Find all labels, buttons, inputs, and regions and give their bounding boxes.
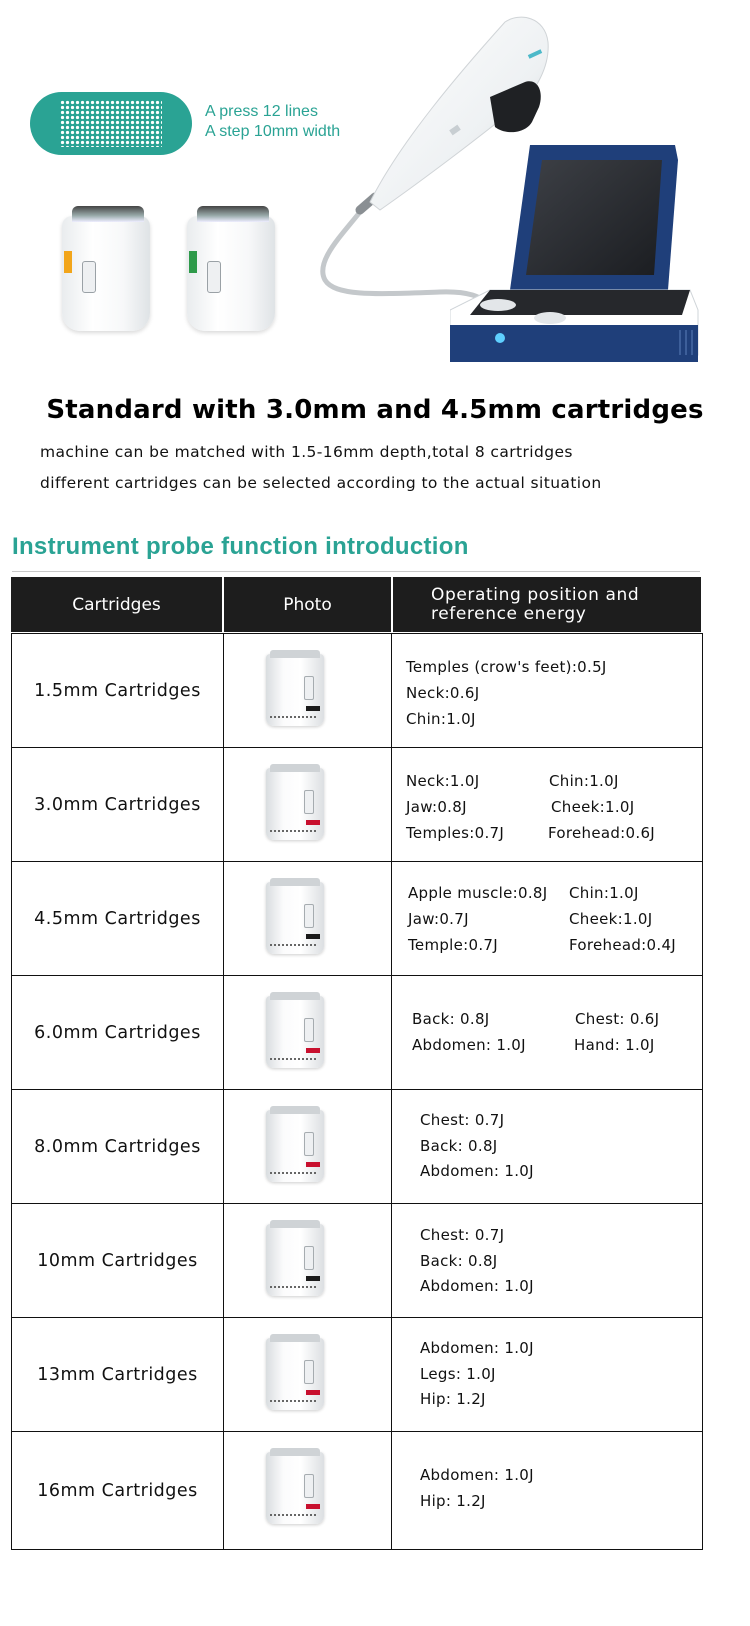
table-row [12,1318,702,1432]
energy-line: Cheek:1.0J [551,798,635,816]
cartridge-icon [266,764,326,846]
energy-line: Hand: 1.0J [574,1036,655,1054]
cartridge-name: 4.5mm Cartridges [12,862,224,975]
energy-cell [392,1090,702,1203]
energy-line: Back: 0.8J [412,1010,490,1028]
energy-line: Cheek:1.0J [569,910,653,928]
header-cartridges: Cartridges [11,577,222,632]
cartridge-icon [266,1448,326,1530]
cartridge-icon [266,878,326,960]
cartridge-label-orange [64,251,72,273]
cartridge-name: 10mm Cartridges [12,1204,224,1317]
energy-cell [392,748,702,861]
energy-line: Abdomen: 1.0J [420,1162,534,1180]
dot-matrix-badge [30,92,192,155]
feature-press-lines: A press 12 lines [205,103,318,120]
energy-line: Hip: 1.2J [420,1492,486,1510]
cartridge-photo [224,1318,392,1431]
dot-grid-icon [60,100,162,147]
energy-line: Temples (crow's feet):0.5J [406,658,607,676]
energy-cell [392,976,702,1089]
table-row [12,976,702,1090]
cartridge-icon [266,1106,326,1188]
energy-line: Legs: 1.0J [420,1365,496,1383]
energy-line: Back: 0.8J [420,1252,498,1270]
header-operating-line2: reference energy [431,603,587,624]
cartridge-image-4.5mm [187,206,279,334]
table-row [12,634,702,748]
energy-line: Jaw:0.7J [408,910,469,928]
table-row [12,1204,702,1318]
cartridge-photo [224,1090,392,1203]
cartridge-icon [266,650,326,732]
cartridge-icon [266,1220,326,1302]
cartridge-photo [224,748,392,861]
energy-cell [392,634,702,747]
energy-line: Chin:1.0J [549,772,619,790]
cartridge-icon [266,992,326,1074]
energy-line: Abdomen: 1.0J [420,1277,534,1295]
energy-line: Abdomen: 1.0J [420,1339,534,1357]
section-divider [12,571,700,572]
cartridge-name: 1.5mm Cartridges [12,634,224,747]
energy-line: Jaw:0.8J [406,798,467,816]
cartridge-photo [224,862,392,975]
energy-line: Abdomen: 1.0J [420,1466,534,1484]
cartridge-photo [224,634,392,747]
feature-step-width: A step 10mm width [205,123,341,140]
energy-line: Chin:1.0J [569,884,639,902]
energy-line: Back: 0.8J [420,1137,498,1155]
subtitle-depth: machine can be matched with 1.5-16mm depth,total 8 cartridges [40,443,573,461]
energy-line: Temples:0.7J [406,824,505,842]
cartridge-label-green [189,251,197,273]
cartridge-name: 13mm Cartridges [12,1318,224,1431]
cartridge-name: 3.0mm Cartridges [12,748,224,861]
cartridge-name: 6.0mm Cartridges [12,976,224,1089]
cartridge-photo [224,976,392,1089]
subtitle-selection: different cartridges can be selected according to the actual situation [40,474,602,492]
energy-cell [392,1204,702,1317]
page-heading: Standard with 3.0mm and 4.5mm cartridges [46,395,704,425]
energy-cell [392,1432,702,1549]
header-operating [393,577,701,632]
cartridge-icon [266,1334,326,1416]
cartridge-photo [224,1432,392,1549]
table-row [12,862,702,976]
energy-line: Chest: 0.7J [420,1226,505,1244]
table-row [12,1432,702,1550]
table-row [12,748,702,862]
energy-line: Apple muscle:0.8J [408,884,548,902]
energy-line: Chin:1.0J [406,710,476,728]
energy-line: Chest: 0.7J [420,1111,505,1129]
cartridge-image-3mm [62,206,154,334]
energy-line: Forehead:0.4J [569,936,677,954]
table-row [12,1090,702,1204]
energy-line: Chest: 0.6J [575,1010,660,1028]
energy-line: Hip: 1.2J [420,1390,486,1408]
energy-line: Temple:0.7J [408,936,499,954]
cartridge-photo [224,1204,392,1317]
header-operating-line1: Operating position and [431,584,640,605]
cartridge-name: 8.0mm Cartridges [12,1090,224,1203]
energy-line: Forehead:0.6J [548,824,656,842]
energy-cell [392,862,702,975]
table-header [11,577,701,632]
machine-image [450,140,700,365]
energy-line: Neck:0.6J [406,684,480,702]
cartridge-table [11,633,703,1550]
section-title: Instrument probe function introduction [12,533,469,560]
energy-line: Abdomen: 1.0J [412,1036,526,1054]
energy-cell [392,1318,702,1431]
cartridge-name: 16mm Cartridges [12,1432,224,1549]
header-photo: Photo [224,577,391,632]
energy-line: Neck:1.0J [406,772,480,790]
